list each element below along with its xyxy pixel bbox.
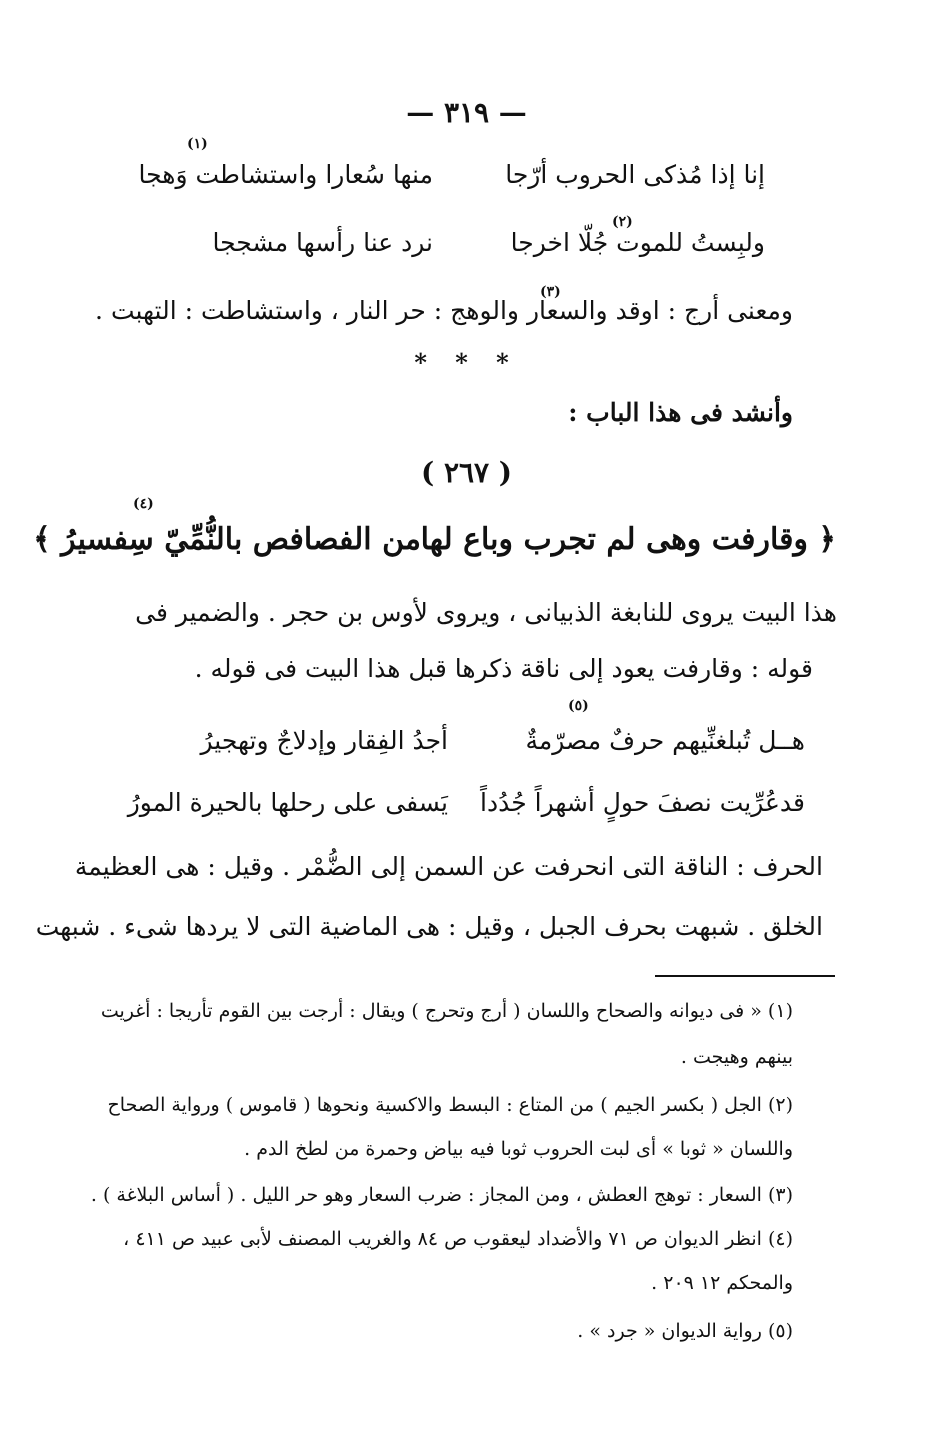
footnote-2-line-2: واللسان « ثوبا » أى لبت الحروب ثوبا فيه بياض وحمرة من لطخ الدم . <box>244 1138 793 1160</box>
prose-line-1: هذا البيت يروى للنابغة الذبيانى ، ويروى لأوس بن حجر . والضمير فى <box>135 598 837 627</box>
footnote-1-line-1: (١) « فى ديوانه والصحاح واللسان ( أرج وتحرج ) ويقال : أرجت بين القوم تأريجا : أغريت <box>100 1000 793 1022</box>
verse-4-hemistich-a: قدعُرِّيت نصفَ حولٍ أشهراً جُدُداً <box>480 788 805 817</box>
footnote-1-line-2: بينهم وهيجت . <box>680 1046 793 1068</box>
footnote-marker-5: (٥) <box>568 698 589 714</box>
footnote-marker-4: (٤) <box>133 496 154 512</box>
intro-line: وأنشد فى هذا الباب : <box>568 398 793 427</box>
verse-2-hemistich-b: نرد عنا رأسها مشججا <box>212 228 433 257</box>
footnote-divider <box>655 975 835 977</box>
page-number: — ٣١٩ — <box>406 96 527 129</box>
main-verse-hemistich-b: من الفصافص بالنُّمِّيّ سِفسيرُ ﴾ <box>33 522 421 557</box>
footnote-4-line-2: والمحكم ١٢ ٢٠٩ . <box>651 1272 793 1294</box>
explanation-line-1: الحرف : الناقة التى انحرفت عن السمن إلى الضُّمْر . وقيل : هى العظيمة <box>74 852 823 881</box>
prose-line-2: قوله : وقارفت يعود إلى ناقة ذكرها قبل هذا البيت فى قوله . <box>194 654 813 683</box>
meaning-line: ومعنى أرج : اوقد والسعار والوهج : حر النار ، واستشاطت : التهبت . <box>95 296 793 325</box>
footnote-4-line-1: (٤) انظر الديوان ص ٧١ والأضداد ليعقوب ص ٨٤ والغريب المصنف لأبى عبيد ص ٤١١ ، <box>123 1228 793 1250</box>
explanation-line-2: الخلق . شبهت بحرف الجبل ، وقيل : هى الماضية التى لا يردها شىء . شبهت <box>35 912 823 941</box>
footnote-marker-2: (٢) <box>612 214 633 230</box>
footnote-marker-3: (٣) <box>540 284 561 300</box>
footnote-5: (٥) رواية الديوان « جرد » . <box>577 1320 793 1342</box>
verse-1-hemistich-a: إنا إذا مُذكى الحروب أرّجا <box>505 160 765 189</box>
verse-2-hemistich-a: ولبِستُ للموت جُلّا اخرجا <box>510 228 765 257</box>
section-separator: * * * <box>414 348 519 377</box>
verse-4-hemistich-b: يَسفى على رحلها بالحيرة المورُ <box>127 788 448 817</box>
footnote-2-line-1: (٢) الجل ( بكسر الجيم ) من المتاع : البسط والاكسية ونحوها ( قاموس ) ورواية الصحاح <box>107 1094 793 1116</box>
footnote-3: (٣) السعار : توهج العطش ، ومن المجاز : ضرب السعار وهو حر الليل . ( أساس البلاغة ) . <box>90 1184 793 1206</box>
poem-number: ( ٢٦٧ ) <box>420 456 513 489</box>
verse-1-hemistich-b: منها سُعارا واستشاطت وَهجا <box>138 160 433 189</box>
footnote-marker-1: (١) <box>187 136 208 152</box>
verse-3-hemistich-b: أجدُ الفِقار وإدلاجٌ وتهجيرُ <box>200 726 448 755</box>
main-verse-hemistich-a: ﴿ وقارفت وهى لم تجرب وباع لها <box>420 522 836 557</box>
verse-3-hemistich-a: هــل تُبلغنِّيهم حرفٌ مصرّمةٌ <box>525 726 805 755</box>
